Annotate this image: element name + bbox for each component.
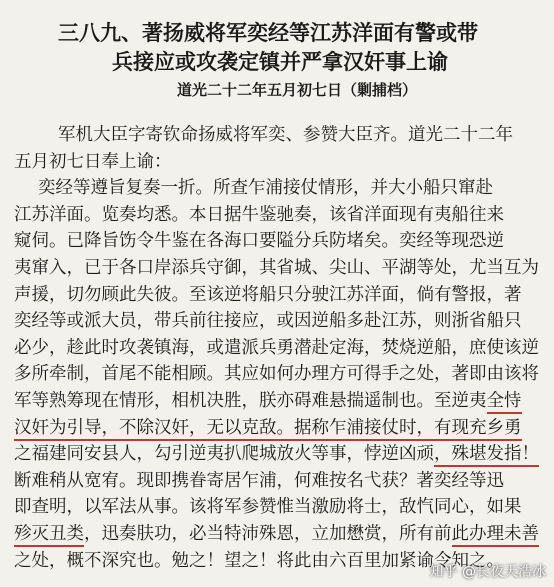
body-line — [14, 415, 554, 442]
body-line: 断难稍从宽宥。现即携眷寄居乍浦，何难按名弋获？著奕经等迅 — [14, 470, 504, 491]
body-line: 声援，切勿顾此失彼。至该逆将船只分驶江苏洋面，倘有警报，著 — [14, 284, 522, 305]
body-line: 必少，趁此时攻袭镇海，或遣派兵勇潜赴定海，焚烧逆船，庶使该逆 — [14, 337, 539, 358]
underlined-text: 殄灭丑类 — [14, 524, 84, 547]
body-line: 夷窜入，已于各口岸添兵守御，其省城、尖山、平湖等处，尤当互为 — [14, 258, 539, 278]
body-line: 殄灭丑类，迅奏肤功，必当特沛殊恩，立加懋赏，所有前此办理未善 — [14, 521, 554, 548]
body-line: 奕经等或派大员，带兵前往接应，或因逆船多赴江苏，则浙省船只 — [14, 311, 522, 332]
body-line: 之福建同安县人，勾引逆夷扒爬城放火等事，悖逆凶顽，殊堪发指！ — [14, 441, 554, 468]
body-line: 江苏洋面。览奏均悉。本日据牛鉴驰奏，该省洋面现有夷船往来 — [14, 204, 504, 225]
underlined-text: ，殊堪发指！ — [434, 444, 539, 467]
underlined-text: 此办理未善 — [452, 524, 540, 547]
body-line: 军等熟筹现在情形，相机决胜，朕亦碍难悬揣遥制也。至逆夷全恃 — [14, 388, 554, 415]
body-line: 奕经等遵旨复奏一折。所查乍浦接仗情形，并大小船只窜赴 — [38, 178, 493, 199]
body-line: 即查明，以军法从事。该将军参赞惟当激励将士，敌忾同心，如果 — [14, 497, 522, 518]
body-line: 之处，概不深究也。勉之！望之！将此由六百里加紧谕令知之。 — [14, 550, 504, 571]
underlined-text: 汉奸为引导，不除汉奸，无以克敌。据称乍浦接仗时，有现充乡勇 — [14, 418, 522, 441]
underlined-text: 全恃 — [487, 391, 522, 414]
body-line: 窥伺。已降旨饬令牛鉴在各海口要隘分兵防堵矣。奕经等现恐逆 — [14, 231, 504, 252]
body-line: 多所牵制，首尾不能相顾。其应如何办理方可得手之处，著即由该将 — [14, 364, 539, 385]
document-subtitle: 道光二十二年五月初七日（剿捕档） — [177, 81, 418, 99]
body-line: 军机大臣字寄钦命扬威将军奕、参赞大臣齐。道光二十二年 — [58, 125, 513, 145]
body-line: 五月初七日奉上谕： — [14, 151, 172, 172]
watermark: 知乎 @长夜天浩冰 — [429, 564, 546, 580]
document-title-line-1: 三八九、著扬威将军奕经等江苏洋面有警或带 — [58, 20, 478, 45]
document-title-line-2: 兵接应或攻袭定镇并严拿汉奸事上谕 — [112, 49, 448, 74]
